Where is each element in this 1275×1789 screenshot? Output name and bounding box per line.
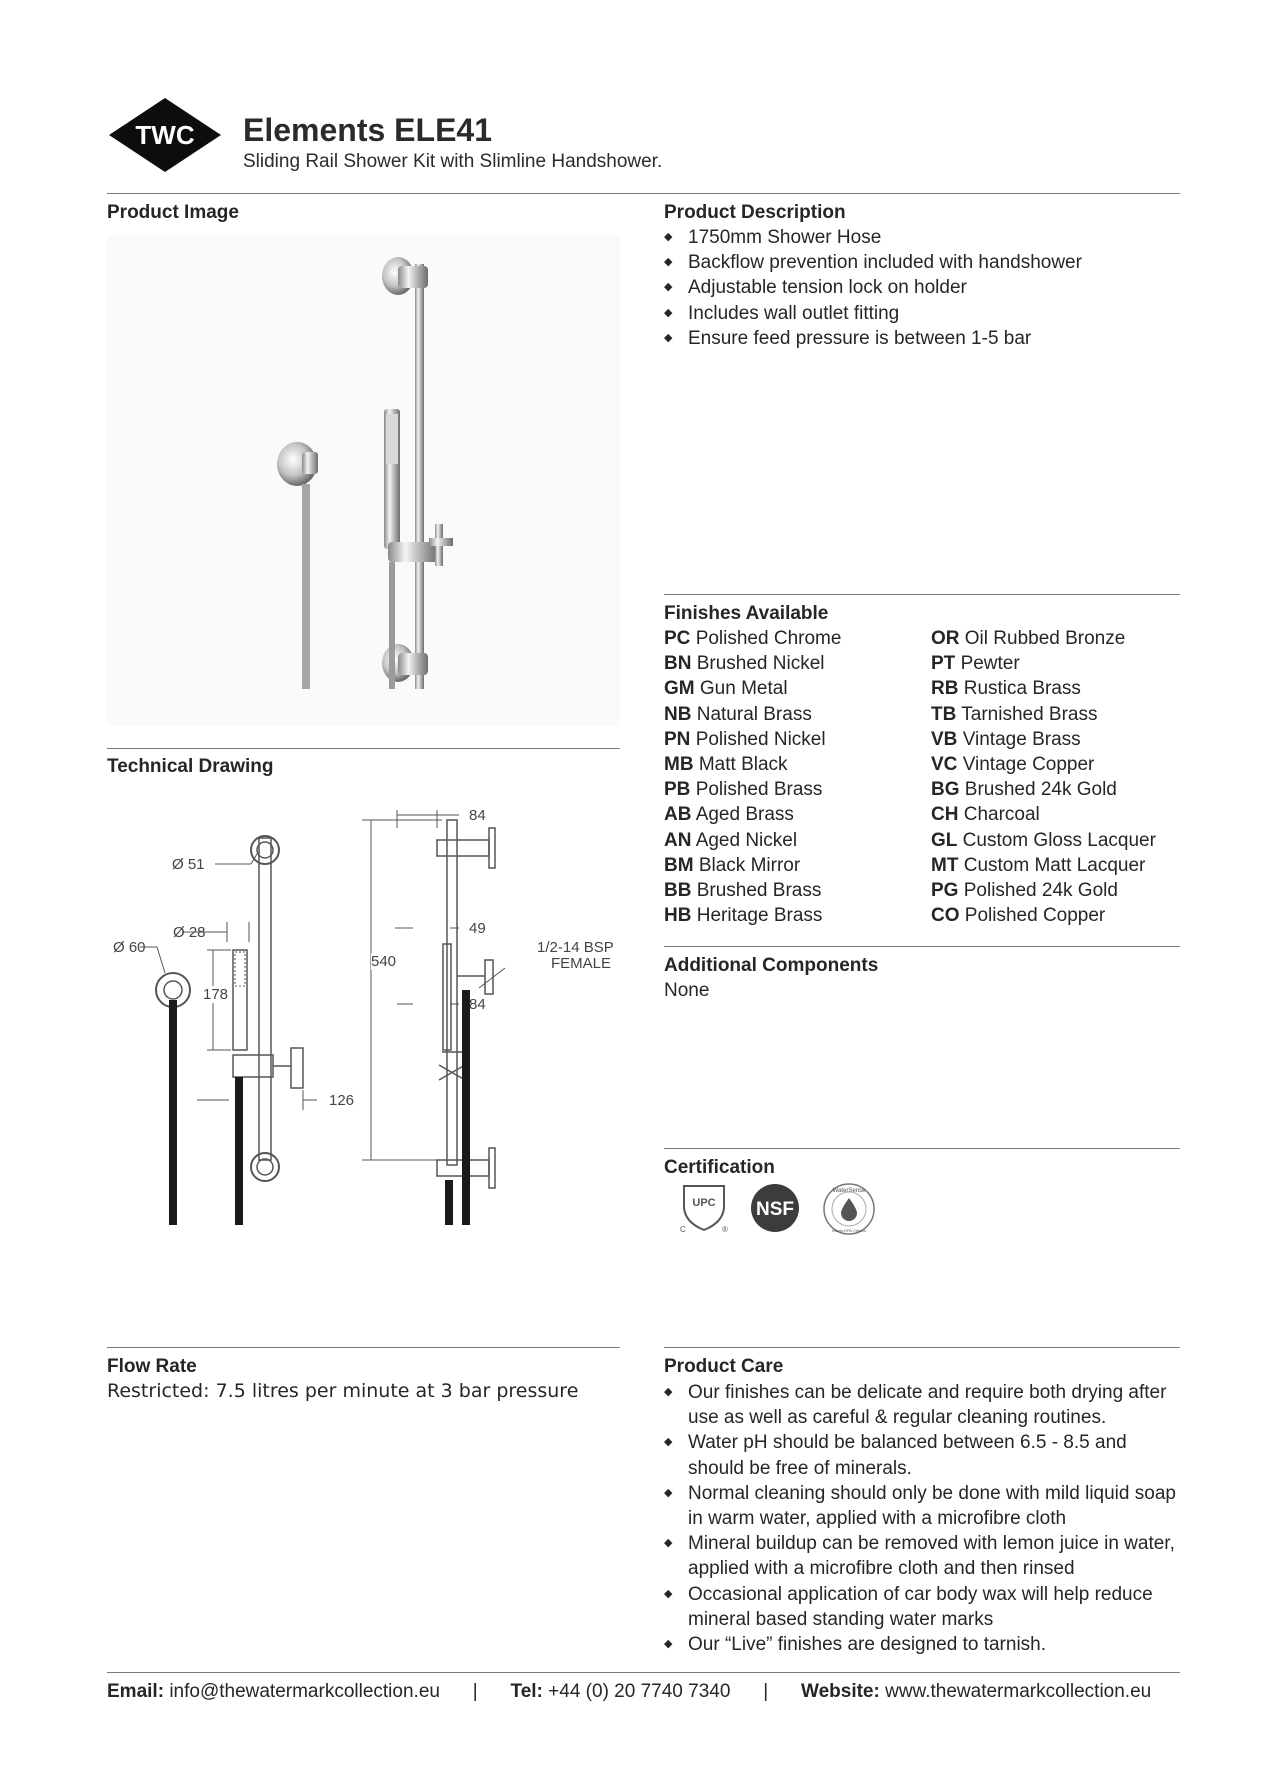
dim-49: 49 — [469, 920, 486, 937]
footer-separator: | — [763, 1681, 769, 1702]
finish-item: CO Polished Copper — [931, 905, 1106, 927]
product-image — [107, 236, 620, 726]
finish-item: HB Heritage Brass — [664, 905, 823, 927]
brand-logo — [107, 96, 223, 174]
product-description-heading: Product Description — [664, 202, 846, 223]
footer-contact — [107, 1681, 1151, 1703]
finish-item: NB Natural Brass — [664, 703, 812, 725]
finish-item: GM Gun Metal — [664, 678, 788, 700]
list-item: ◆ Mineral buildup can be removed with lemon juice in water, applied with a microfibre cloth and then rinsed — [664, 1531, 1180, 1581]
finish-item: BN Brushed Nickel — [664, 653, 825, 675]
watersense-badge — [822, 1182, 876, 1236]
description-divider — [664, 594, 1180, 595]
website-link[interactable]: www.thewatermarkcollection.eu — [885, 1681, 1152, 1702]
finish-item: RB Rustica Brass — [931, 678, 1081, 700]
finishes-heading: Finishes Available — [664, 603, 829, 624]
list-item: ◆ 1750mm Shower Hose — [664, 225, 1174, 250]
upc-c-mark: C — [680, 1225, 686, 1234]
dim-diameter-28: Ø 28 — [173, 924, 206, 941]
watersense-bottom: Meets EPA Criteria — [832, 1228, 866, 1233]
technical-drawing — [107, 790, 620, 1245]
dim-84-top: 84 — [469, 807, 486, 824]
dim-diameter-60: Ø 60 — [113, 939, 146, 956]
list-item: ◆ Water pH should be balanced between 6.5 - 8.5 and should be free of minerals. — [664, 1430, 1180, 1480]
product-image-heading: Product Image — [107, 202, 239, 223]
tel-label: Tel: — [510, 1681, 543, 1702]
dim-178: 178 — [203, 986, 229, 1003]
flow-rate-value: Restricted: 7.5 litres per minute at 3 bar pressure — [107, 1380, 579, 1402]
finish-item: PN Polished Nickel — [664, 728, 826, 750]
list-item: ◆ Our finishes can be delicate and require both drying after use as well as careful & regular cleaning routines. — [664, 1380, 1180, 1430]
components-divider — [664, 1148, 1180, 1149]
list-item: ◆ Our “Live” finishes are designed to tarnish. — [664, 1632, 1180, 1657]
finish-item: AB Aged Brass — [664, 804, 794, 826]
page-title: Elements ELE41 — [243, 112, 492, 148]
finish-item: MB Matt Black — [664, 754, 788, 776]
upc-label: UPC — [692, 1197, 716, 1209]
finish-item: PC Polished Chrome — [664, 628, 842, 649]
certification-divider — [664, 1347, 1180, 1348]
footer-divider — [107, 1672, 1180, 1673]
website-label: Website: — [800, 1681, 880, 1702]
certification-heading: Certification — [664, 1157, 775, 1178]
list-item: ◆ Normal cleaning should only be done with mild liquid soap in warm water, applied with a microfibre cloth — [664, 1481, 1180, 1531]
additional-components-heading: Additional Components — [664, 955, 879, 976]
finish-item: MT Custom Matt Lacquer — [931, 854, 1146, 876]
list-item: ◆ Adjustable tension lock on holder — [664, 275, 1174, 300]
finish-item: BB Brushed Brass — [664, 880, 822, 902]
finish-item: PT Pewter — [931, 653, 1020, 675]
drawing-divider — [107, 1347, 620, 1348]
nsf-label: NSF — [756, 1199, 794, 1220]
list-item: ◆ Occasional application of car body wax will help reduce mineral based standing water marks — [664, 1582, 1180, 1632]
image-divider — [107, 748, 620, 749]
finish-item: OR Oil Rubbed Bronze — [931, 628, 1126, 649]
dim-diameter-51: Ø 51 — [172, 856, 205, 873]
product-care-heading: Product Care — [664, 1356, 784, 1377]
finish-item: GL Custom Gloss Lacquer — [931, 829, 1156, 851]
product-care-list — [664, 1380, 1180, 1657]
header-divider — [107, 193, 1180, 194]
list-item: ◆ Includes wall outlet fitting — [664, 301, 1174, 326]
dim-540: 540 — [371, 953, 397, 970]
finish-item: TB Tarnished Brass — [931, 703, 1098, 725]
finish-item: BG Brushed 24k Gold — [931, 779, 1117, 801]
nsf-badge — [750, 1183, 800, 1233]
technical-drawing-heading: Technical Drawing — [107, 756, 274, 777]
finishes-right-column — [931, 626, 1156, 928]
finish-item: AN Aged Nickel — [664, 829, 798, 851]
finish-item: VB Vintage Brass — [931, 728, 1081, 750]
dim-bsp-label — [537, 940, 614, 972]
finish-item: PG Polished 24k Gold — [931, 880, 1118, 902]
tel-link[interactable]: +44 (0) 20 7740 7340 — [548, 1681, 731, 1702]
footer-separator: | — [472, 1681, 478, 1702]
finish-item: CH Charcoal — [931, 804, 1040, 826]
list-item: ◆ Ensure feed pressure is between 1-5 bar — [664, 326, 1174, 351]
list-item: ◆ Backflow prevention included with handshower — [664, 250, 1174, 275]
bsp-line-2: FEMALE — [551, 955, 612, 972]
upc-r-mark: ® — [722, 1225, 728, 1234]
dim-126: 126 — [329, 1092, 355, 1109]
watersense-top: WaterSense — [832, 1188, 866, 1194]
product-description-list — [664, 225, 1174, 351]
dim-84-bottom: 84 — [469, 996, 486, 1013]
email-label: Email: — [107, 1681, 165, 1702]
finish-item: PB Polished Brass — [664, 779, 823, 801]
logo-text: TWC — [135, 120, 195, 150]
finishes-left-column — [664, 626, 841, 928]
flow-rate-heading: Flow Rate — [107, 1356, 197, 1377]
email-link[interactable]: info@thewatermarkcollection.eu — [169, 1681, 440, 1702]
finishes-divider — [664, 946, 1180, 947]
upc-badge — [676, 1182, 732, 1234]
finish-item: VC Vintage Copper — [931, 754, 1095, 776]
bsp-line-1: 1/2-14 BSP — [537, 939, 614, 956]
finish-item: BM Black Mirror — [664, 854, 801, 876]
page-subtitle: Sliding Rail Shower Kit with Slimline Handshower. — [243, 151, 663, 172]
additional-components-value: None — [664, 980, 710, 1001]
